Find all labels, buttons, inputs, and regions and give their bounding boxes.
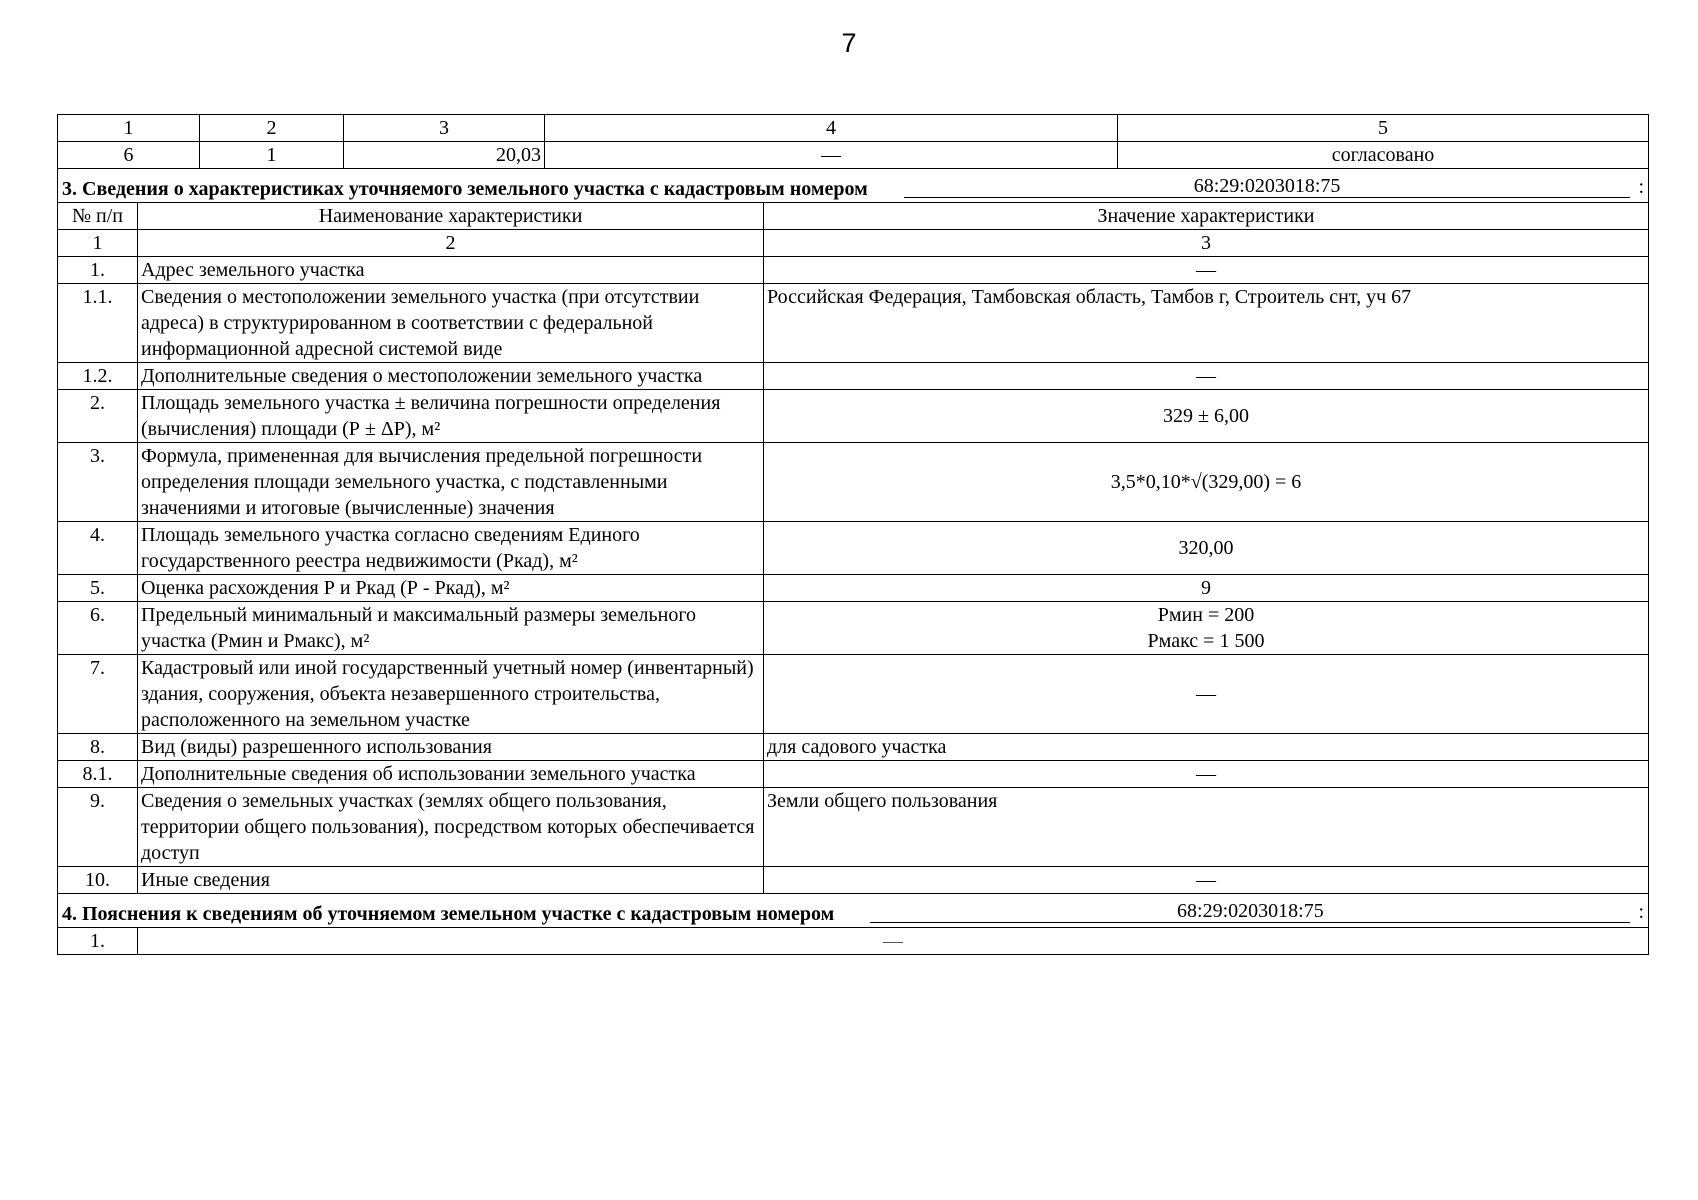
- table-cell: 6: [58, 142, 200, 169]
- row-number: 7.: [58, 655, 138, 734]
- row-number: 4.: [58, 522, 138, 575]
- characteristic-name: Дополнительные сведения об использовании земельного участка: [138, 761, 764, 788]
- table-cell: 20,03: [344, 142, 545, 169]
- cadastral-number: 68:29:0203018:75: [870, 900, 1630, 923]
- column-header: № п/п: [58, 203, 138, 230]
- column-number-row: [58, 230, 1649, 257]
- table-row: [58, 928, 1649, 955]
- section-title: [58, 169, 1649, 203]
- column-number-cell: 3: [344, 115, 545, 142]
- column-number-cell: 3: [764, 230, 1649, 257]
- row-number: 1.1.: [58, 284, 138, 363]
- row-number: 5.: [58, 575, 138, 602]
- characteristic-value: 9: [764, 575, 1649, 602]
- characteristic-name: Предельный минимальный и максимальный размеры земельного участка (Рмин и Рмакс), м²: [138, 602, 764, 655]
- table-row: [58, 867, 1649, 894]
- continuation-table: [57, 114, 1649, 169]
- characteristic-value: —: [764, 257, 1649, 284]
- cadastral-number: 68:29:0203018:75: [904, 175, 1631, 198]
- characteristic-value: [764, 602, 1649, 655]
- column-number-cell: 2: [138, 230, 764, 257]
- table-row: [58, 522, 1649, 575]
- characteristic-name: Формула, примененная для вычисления предельной погрешности определения площади земельного участка, с подставленными значениями и итоговые (вычисленные) значения: [138, 443, 764, 522]
- row-number: 2.: [58, 390, 138, 443]
- column-number-cell: 1: [58, 230, 138, 257]
- row-number: 3.: [58, 443, 138, 522]
- table-row: [58, 602, 1649, 655]
- characteristic-name: Кадастровый или иной государственный учетный номер (инвентарный) здания, сооружения, объекта незавершенного строительства, расположенного на земельном участке: [138, 655, 764, 734]
- section-3-title: 3. Сведения о характеристиках уточняемого земельного участка с кадастровым номером: [62, 177, 868, 200]
- characteristic-name: Площадь земельного участка ± величина погрешности определения (вычисления) площади (Р ± ΔР), м²: [138, 390, 764, 443]
- row-number: 1.2.: [58, 363, 138, 390]
- table-row: [58, 655, 1649, 734]
- row-number: 8.: [58, 734, 138, 761]
- row-number: 8.1.: [58, 761, 138, 788]
- characteristic-name: Вид (виды) разрешенного использования: [138, 734, 764, 761]
- table-row: [58, 734, 1649, 761]
- table-row: [58, 761, 1649, 788]
- section-4-table: [57, 894, 1649, 955]
- colon: :: [1638, 175, 1645, 198]
- column-number-cell: 2: [200, 115, 344, 142]
- column-header: Наименование характеристики: [138, 203, 764, 230]
- table-cell: 1: [200, 142, 344, 169]
- explanation-value: —: [138, 928, 1649, 955]
- table-cell: —: [545, 142, 1118, 169]
- column-header: Значение характеристики: [764, 203, 1649, 230]
- characteristic-name: Сведения о земельных участках (землях общего пользования, территории общего пользования), посредством которых обеспечивается доступ: [138, 788, 764, 867]
- column-number-cell: 4: [545, 115, 1118, 142]
- max-size-value: Рмакс = 1 500: [1147, 630, 1265, 652]
- document-sheet: [57, 114, 1648, 955]
- characteristic-name: Иные сведения: [138, 867, 764, 894]
- characteristic-value: —: [764, 363, 1649, 390]
- table-row: [58, 142, 1649, 169]
- characteristic-value: Земли общего пользования: [764, 788, 1649, 867]
- row-number: 10.: [58, 867, 138, 894]
- characteristic-value: —: [764, 655, 1649, 734]
- characteristic-value: 320,00: [764, 522, 1649, 575]
- column-number-cell: 5: [1118, 115, 1649, 142]
- characteristic-value: для садового участка: [764, 734, 1649, 761]
- section-3-title-row: [58, 169, 1649, 203]
- table-row: [58, 390, 1649, 443]
- row-number: 1.: [58, 928, 138, 955]
- page-number: 7: [841, 28, 857, 58]
- characteristic-value: Российская Федерация, Тамбовская область, Тамбов г, Строитель снт, уч 67: [764, 284, 1649, 363]
- table-row: [58, 257, 1649, 284]
- column-number-cell: 1: [58, 115, 200, 142]
- min-size-value: Рмин = 200: [1157, 604, 1255, 626]
- colon: :: [1638, 900, 1645, 923]
- characteristic-name: Оценка расхождения Р и Ркад (Р - Ркад), м²: [138, 575, 764, 602]
- characteristic-value: —: [764, 761, 1649, 788]
- table-row: [58, 284, 1649, 363]
- table-row: [58, 363, 1649, 390]
- header-row: [58, 203, 1649, 230]
- characteristic-value: 3,5*0,10*√(329,00) = 6: [764, 443, 1649, 522]
- section-title: [58, 894, 1649, 928]
- characteristic-name: Адрес земельного участка: [138, 257, 764, 284]
- row-number: 1.: [58, 257, 138, 284]
- row-number: 6.: [58, 602, 138, 655]
- section-4-title: 4. Пояснения к сведениям об уточняемом земельном участке с кадастровым номером: [62, 902, 835, 925]
- section-4-title-row: [58, 894, 1649, 928]
- table-row: [58, 575, 1649, 602]
- table-row: [58, 443, 1649, 522]
- section-3-table: [57, 169, 1649, 894]
- characteristic-name: Сведения о местоположении земельного участка (при отсутствии адреса) в структурированном в соответствии с федеральной информационной адресной системой виде: [138, 284, 764, 363]
- row-number: 9.: [58, 788, 138, 867]
- table-row: [58, 115, 1649, 142]
- characteristic-name: Дополнительные сведения о местоположении земельного участка: [138, 363, 764, 390]
- characteristic-name: Площадь земельного участка согласно сведениям Единого государственного реестра недвижимости (Ркад), м²: [138, 522, 764, 575]
- characteristic-value: —: [764, 867, 1649, 894]
- table-row: [58, 788, 1649, 867]
- characteristic-value: 329 ± 6,00: [764, 390, 1649, 443]
- table-cell: согласовано: [1118, 142, 1649, 169]
